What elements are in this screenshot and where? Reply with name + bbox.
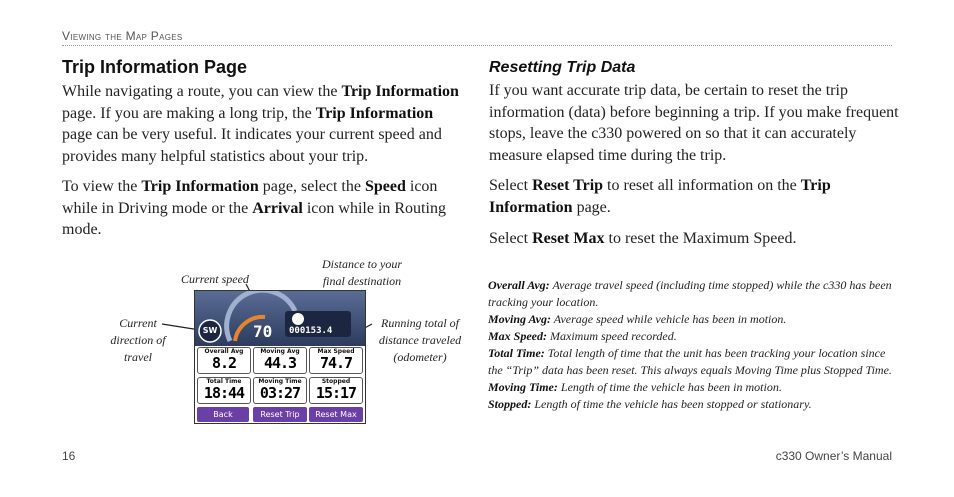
field-label: Total Time	[206, 378, 242, 385]
device-screen	[194, 290, 366, 424]
definition-item: Stopped: Length of time the vehicle has been stopped or stationary.	[488, 397, 812, 411]
field-value: 18:44	[203, 384, 245, 402]
definition-item: Total Time: Total length of time that the unit has been tracking your location since the “Trip” data has been reset. This always equals Moving Time plus Stopped Time.	[488, 346, 892, 377]
trip-fields-grid	[195, 346, 365, 406]
definition-item: Max Speed: Maximum speed recorded.	[488, 329, 677, 343]
field-label: Max Speed	[317, 348, 355, 355]
callout-distance: Distance to your final destination	[322, 257, 402, 288]
left-paragraph-2: To view the Trip Information page, select the Speed icon while in Driving mode or the Arrival icon while in Routing mode.	[62, 178, 446, 238]
field-stopped	[309, 377, 363, 404]
page-number: 16	[62, 449, 76, 463]
definition-term: Moving Avg:	[488, 312, 551, 326]
manual-title: c330 Owner’s Manual	[775, 449, 892, 463]
field-moving-time	[253, 377, 307, 404]
bold-term: Trip Information	[141, 178, 259, 195]
definition-term: Max Speed:	[488, 329, 547, 343]
right-paragraph-1: If you want accurate trip data, be certain to reset the trip information (data) before beginning a trip. If you make frequent stops, leave the c330 powered on so that it can accurately measure elapsed time during the trip.	[489, 82, 899, 164]
field-value: 44.3	[263, 354, 297, 372]
field-moving-avg	[253, 347, 307, 374]
reset-max-button[interactable]: Reset Max	[309, 407, 363, 422]
callout-direction: Current direction of travel	[110, 316, 166, 364]
bold-term: Reset Trip	[532, 177, 604, 194]
right-paragraph-3: Select Reset Max to reset the Maximum Speed.	[489, 230, 797, 247]
running-header: Viewing the Map Pages	[62, 29, 183, 43]
callout-odometer: Running total of distance traveled (odometer)	[378, 316, 462, 364]
definition-term: Total Time:	[488, 346, 545, 360]
field-value: 8.2	[211, 354, 237, 372]
speed-value: 70	[253, 322, 273, 341]
bold-term: Trip Information	[341, 83, 459, 100]
subsection-title: Resetting Trip Data	[489, 59, 636, 76]
bold-term: Arrival	[252, 199, 303, 217]
left-paragraph-1: While navigating a route, you can view the Trip Information page. If you are making a long trip, the Trip Information page can be very useful. It indicates your current speed and provides many helpful statistics about your trip.	[62, 83, 459, 165]
definitions-list	[488, 277, 898, 413]
definition-term: Overall Avg:	[488, 278, 550, 292]
field-label: Stopped	[321, 378, 351, 385]
compass-text: SW	[202, 326, 218, 335]
field-label: Moving Time	[258, 378, 302, 385]
section-title: Trip Information Page	[62, 57, 248, 77]
definition-item: Overall Avg: Average travel speed (including time stopped) while the c330 has been tracking your location.	[488, 278, 892, 309]
definition-term: Moving Time:	[488, 380, 558, 394]
field-label: Moving Avg	[260, 348, 300, 355]
bold-term: Trip Information	[315, 104, 434, 122]
reset-trip-button[interactable]: Reset Trip	[253, 407, 307, 422]
field-total-time	[197, 377, 251, 404]
callout-current-speed: Current speed	[181, 272, 249, 286]
bold-term: Speed	[364, 178, 406, 195]
field-overall-avg	[197, 347, 251, 374]
flag-marker	[292, 313, 304, 325]
field-value: 74.7	[319, 354, 353, 372]
back-button[interactable]: Back	[197, 407, 249, 422]
field-value: 03:27	[259, 384, 301, 402]
definition-term: Stopped:	[488, 397, 532, 411]
definition-item: Moving Avg: Average speed while vehicle has been in motion.	[488, 312, 787, 326]
distance-value: 000153.4	[289, 326, 333, 336]
speedometer-panel	[195, 291, 365, 346]
definition-item: Moving Time: Length of time the vehicle has been in motion.	[488, 380, 782, 394]
bold-term: Trip Information	[489, 177, 831, 216]
right-paragraph-2: Select Reset Trip to reset all information on the Trip Information page.	[489, 177, 831, 216]
field-value: 15:17	[315, 384, 357, 402]
field-label: Overall Avg	[204, 348, 244, 355]
field-max-speed	[309, 347, 363, 374]
bold-term: Reset Max	[532, 230, 605, 247]
